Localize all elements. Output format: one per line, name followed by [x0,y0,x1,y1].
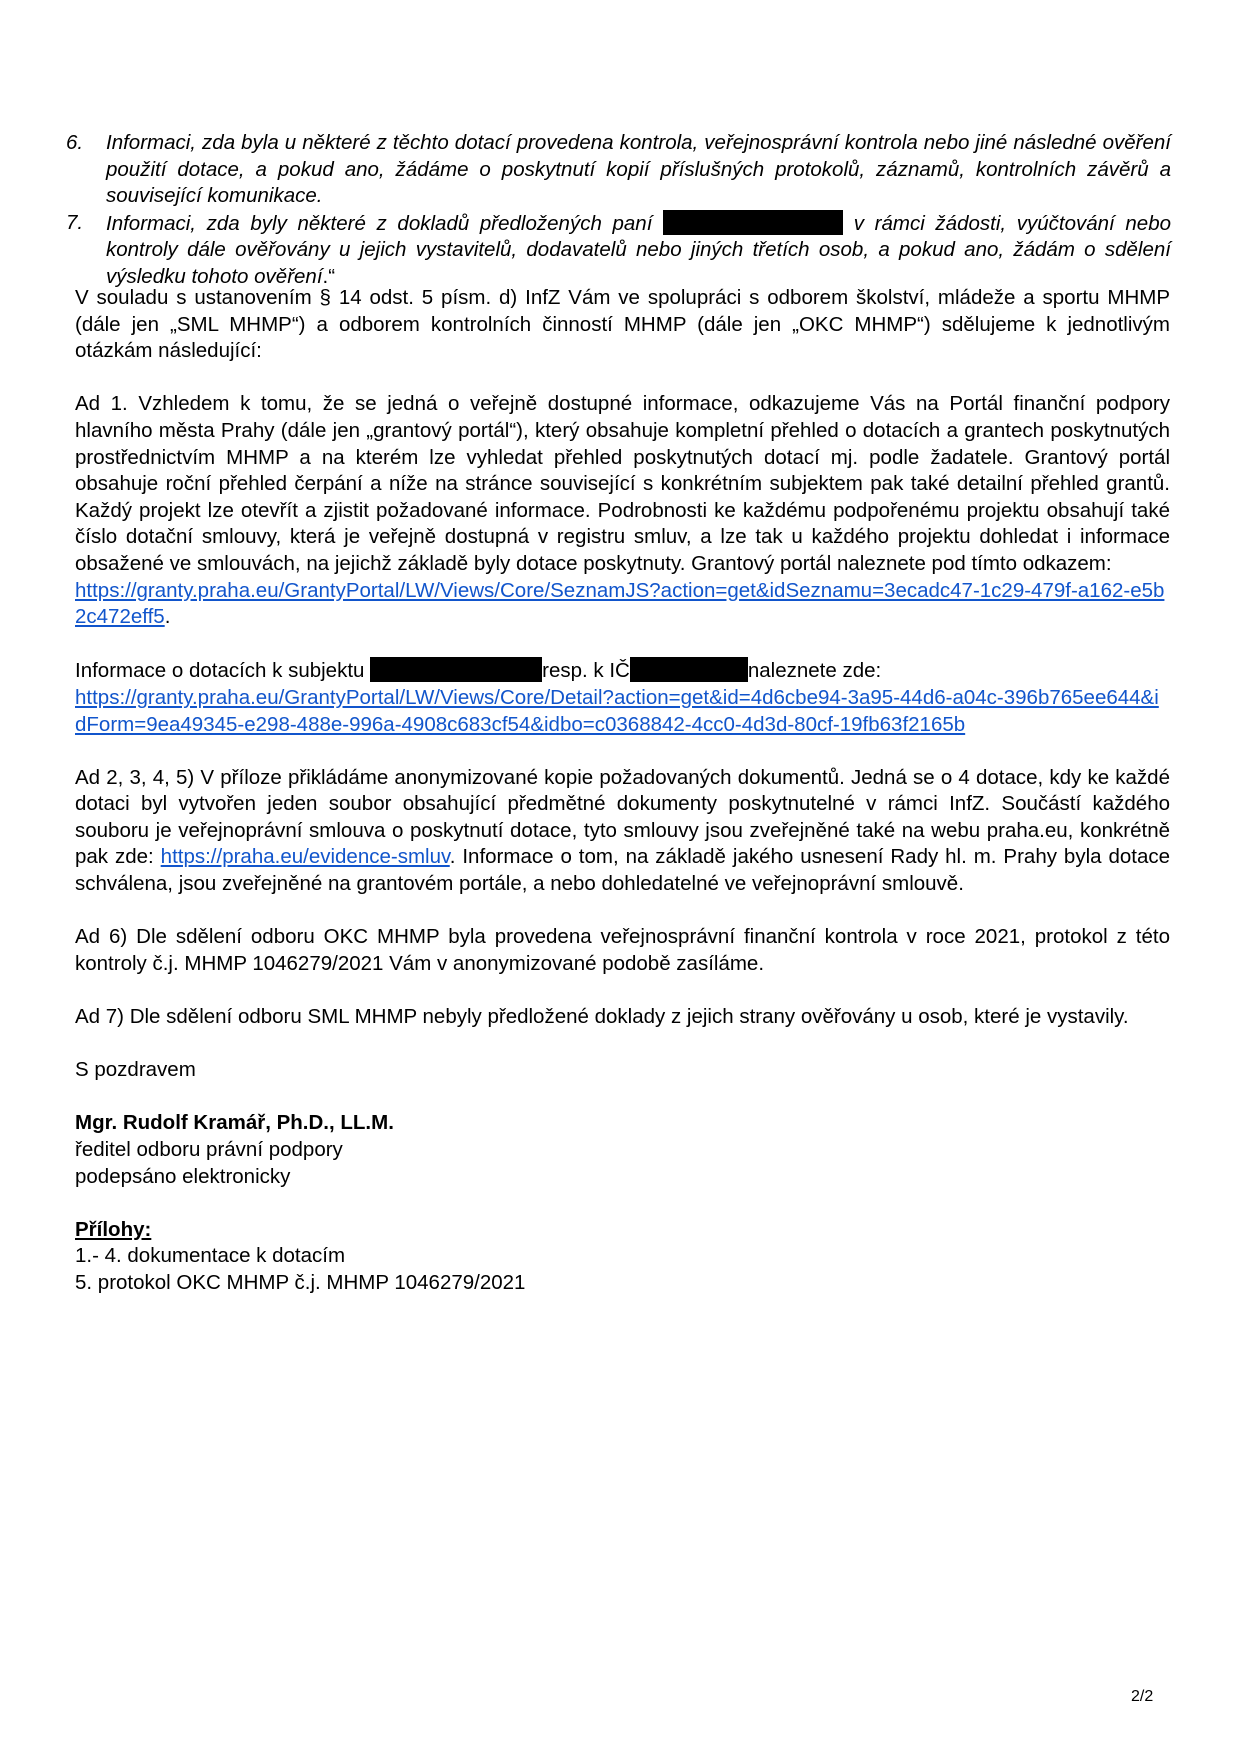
intro-paragraph: V souladu s ustanovením § 14 odst. 5 písm. d) InfZ Vám ve spolupráci s odborem školství, mládeže a sportu MHMP (dále jen „SML MHMP“) a odborem kontrolních činností MHMP (dále jen „OKC MHMP“) sdělujeme k jednotlivým otázkám následující: [75,286,1170,363]
subject-detail-link[interactable]: https://granty.praha.eu/GrantyPortal/LW/Views/Core/Detail?action=get&id=4d6cbe94-3a95-44d6-a04c-396b765ee644&idForm=9ea49345-e298-488e-996a-4908c683cf54&idbo=c0368842-4cc0-4d3d-80cf-19fb63f2165b [75,685,1159,736]
answer-1-paragraph [75,391,1170,630]
subject-text-2: resp. k IČ [542,659,630,683]
greeting: S pozdravem [75,1058,196,1082]
item-text: Informaci, zda byla u některé z těchto dotací provedena kontrola, veřejnosprávní kontrola nebo jiné následné ověření použití dotace, a pokud ano, žádáme o poskytnutí kopií příslušných protokolů, záznamů, kontrolních závěrů a související komunikace. [106,131,1171,208]
signatory-name: Mgr. Rudolf Kramář, Ph.D., LL.M. [75,1111,394,1135]
request-item-7 [66,210,1171,291]
answer-2-5-paragraph [75,765,1170,898]
redaction-bar [663,210,843,235]
item-number: 7. [66,210,84,234]
signatory-role: ředitel odboru právní podpory [75,1138,343,1161]
request-item-6 [66,130,1171,210]
signature-block [75,1110,1170,1190]
subject-paragraph [75,657,1170,738]
attachments-heading: Přílohy: [75,1217,152,1241]
answer-2-5-text-after: . Informace o tom, na základě jakého usnesení Rady hl. m. Prahy byla dotace schválena, jsou zveřejněné na grantovém portále, a nebo dohledatelné ve veřejnoprávní smlouvě. [75,845,1170,896]
grant-portal-link[interactable]: https://granty.praha.eu/GrantyPortal/LW/Views/Core/SeznamJS?action=get&idSeznamu=3ecadc47-1c29-479f-a162-e5b2c472eff5 [75,578,1165,629]
attachments-block [75,1217,1170,1297]
answer-1-text: Ad 1. Vzhledem k tomu, že se jedná o veřejně dostupné informace, odkazujeme Vás na Portál finanční podpory hlavního města Prahy (dále jen „grantový portál“), který obsahuje kompletní přehled o dotacích a grantech poskytnutých prostřednictvím MHMP a na kterém lze vyhledat přehled poskytnutých dotací mj. podle žadatele. Grantový portál obsahuje roční přehled čerpání a níže na stránce související s konkrétním subjektem pak také detailní přehled grantů. Každý projekt lze otevřít a zjistit požadované informace. Podrobnosti ke každému podpořenému projektu obsahují také číslo dotační smlouvy, která je veřejně dostupná v registru smluv, a lze tak u každého projektu dohledat i informace obsažené ve smlouvách, na jejichž základě byly dotace poskytnuty. Grantový portál naleznete pod tímto odkazem: [75,392,1170,575]
attachment-item: 1.- 4. dokumentace k dotacím [75,1244,346,1268]
answer-2-5-text: Ad 2, 3, 4, 5) V příloze přikládáme anonymizované kopie požadovaných dokumentů. Jedná se o 4 dotace, kdy ke každé dotaci byl vytvořen jeden soubor obsahující předmětné dokumenty poskytnutelné v rámci InfZ. Součástí každého souboru je veřejnoprávní smlouva o poskytnutí dotace, tyto smlouvy jsou zveřejněné také na webu praha.eu, konkrétně pak zde: [75,765,1170,869]
attachment-item: 5. protokol OKC MHMP č.j. MHMP 1046279/2021 [75,1270,526,1294]
item-text-after: v rámci žádosti, vyúčtování nebo kontroly dále ověřovány u jejich vystavitelů, dodavatelů nebo jiných třetích osob, a pokud ano, žádám o sdělení výsledku tohoto ověření [106,211,1172,288]
answer-7-paragraph: Ad 7) Dle sdělení odboru SML MHMP nebyly předložené doklady z jejich strany ověřovány u osob, které je vystavily. [75,1005,1129,1029]
answer-1-period: . [164,605,171,629]
quote-close: .“ [322,264,336,288]
response-body [75,285,1170,1297]
redaction-bar [370,657,542,682]
redaction-bar [630,657,748,682]
subject-text-3: naleznete zde: [747,659,882,683]
contract-register-link[interactable]: https://praha.eu/evidence-smluv [160,845,450,869]
quoted-request-list [66,130,1171,291]
item-text-before: Informaci, zda byly některé z dokladů předložených paní [106,211,653,235]
signature-note: podepsáno elektronicky [75,1164,291,1188]
subject-text-1: Informace o dotacích k subjektu [75,659,365,683]
item-number: 6. [66,131,84,154]
answer-6-paragraph: Ad 6) Dle sdělení odboru OKC MHMP byla provedena veřejnosprávní finanční kontrola v roce 2021, protokol z této kontroly č.j. MHMP 1046279/2021 Vám v anonymizované podobě zasíláme. [75,925,1170,975]
page-number: 2/2 [1131,1688,1154,1705]
